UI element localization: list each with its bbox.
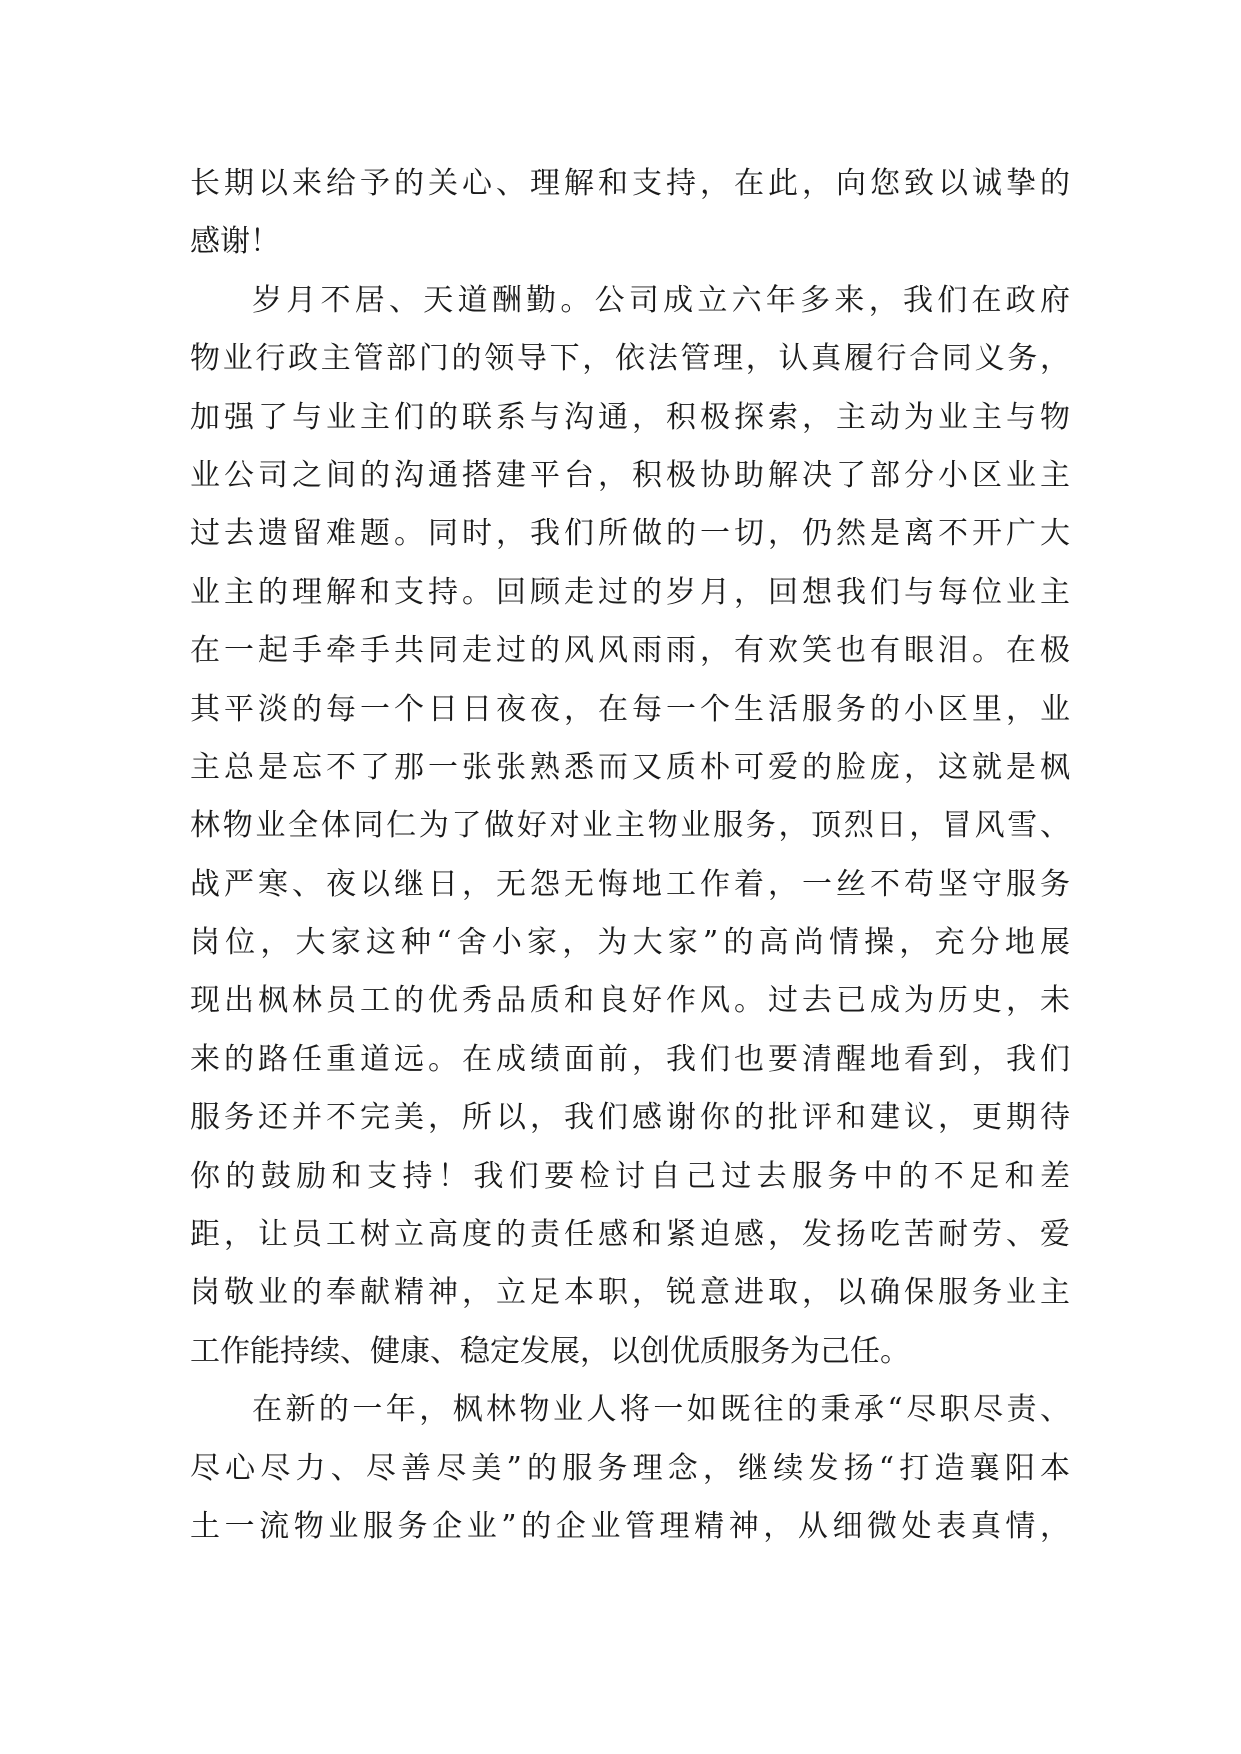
text-line: 战严寒、夜以继日，无怨无悔地工作着，一丝不苟坚守服务 bbox=[190, 866, 1070, 902]
text-line: 岗敬业的奉献精神，立足本职，锐意进取，以确保服务业主 bbox=[190, 1275, 1070, 1311]
text-line: 加强了与业主们的联系与沟通，积极探索，主动为业主与物 bbox=[190, 399, 1070, 435]
text-line: 岗位，大家这种“舍小家，为大家”的高尚情操，充分地展 bbox=[190, 925, 1070, 961]
text-line: 主总是忘不了那一张张熟悉而又质朴可爱的脸庞，这就是枫 bbox=[190, 749, 1070, 785]
text-line: 业主的理解和支持。回顾走过的岁月，回想我们与每位业主 bbox=[190, 574, 1070, 610]
text-line: 工作能持续、健康、稳定发展，以创优质服务为己任。 bbox=[190, 1333, 910, 1369]
text-line: 其平淡的每一个日日夜夜，在每一个生活服务的小区里，业 bbox=[190, 691, 1070, 727]
text-line: 服务还并不完美，所以，我们感谢你的批评和建议，更期待 bbox=[190, 1100, 1070, 1136]
text-line: 现出枫林员工的优秀品质和良好作风。过去已成为历史，未 bbox=[190, 983, 1070, 1019]
text-line: 距，让员工树立高度的责任感和紧迫感，发扬吃苦耐劳、爱 bbox=[190, 1217, 1070, 1253]
text-line: 在一起手牵手共同走过的风风雨雨，有欢笑也有眼泪。在极 bbox=[190, 633, 1070, 669]
text-line: 在新的一年，枫林物业人将一如既往的秉承“尽职尽责、 bbox=[252, 1392, 1070, 1428]
text-line: 业公司之间的沟通搭建平台，积极协助解决了部分小区业主 bbox=[190, 457, 1070, 493]
text-line: 过去遗留难题。同时，我们所做的一切，仍然是离不开广大 bbox=[190, 516, 1070, 552]
text-line: 感谢！ bbox=[190, 224, 280, 260]
document-body bbox=[190, 155, 1070, 1556]
text-line: 你的鼓励和支持！我们要检讨自己过去服务中的不足和差 bbox=[190, 1158, 1070, 1194]
text-line: 岁月不居、天道酬勤。公司成立六年多来，我们在政府 bbox=[252, 282, 1070, 318]
text-line: 林物业全体同仁为了做好对业主物业服务，顶烈日，冒风雪、 bbox=[190, 808, 1070, 844]
text-line: 长期以来给予的关心、理解和支持，在此，向您致以诚挚的 bbox=[190, 166, 1070, 201]
text-line: 物业行政主管部门的领导下，依法管理，认真履行合同义务， bbox=[190, 341, 1070, 377]
text-line: 土一流物业服务企业”的企业管理精神，从细微处表真情， bbox=[190, 1508, 1070, 1544]
text-line: 来的路任重道远。在成绩面前，我们也要清醒地看到，我们 bbox=[190, 1041, 1070, 1077]
text-line: 尽心尽力、尽善尽美”的服务理念，继续发扬“打造襄阳本 bbox=[190, 1450, 1070, 1486]
